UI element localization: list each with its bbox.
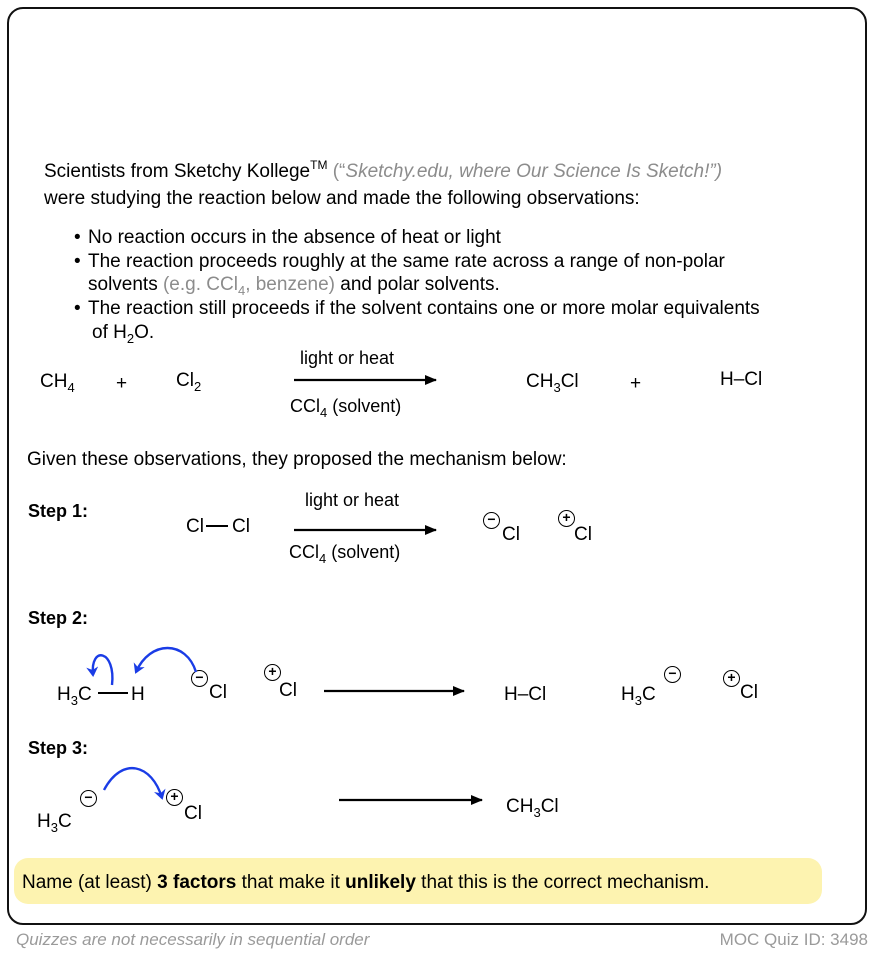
observation-3a: The reaction still proceeds if the solvent contains one or more molar equivalents [88, 298, 760, 319]
step2-product-cl-cation: Cl [740, 682, 758, 703]
quiz-id: MOC Quiz ID: 3498 [719, 930, 868, 949]
step2-chloride-anion: Cl [209, 682, 227, 703]
reaction-condition-top: light or heat [300, 348, 395, 368]
step3-chlorine-cation: Cl [184, 803, 202, 824]
step2-chlorine-cation: Cl [279, 680, 297, 701]
step3-curved-arrow [104, 768, 162, 798]
step1-cl-right: Cl [232, 516, 250, 537]
bullet-2: • [74, 251, 81, 272]
step1-chlorine-cation: Cl [574, 524, 592, 545]
step2-methane-h: H [131, 684, 145, 705]
plus-sign-2: + [630, 373, 642, 394]
step2-product-minus-charge: − [664, 666, 681, 683]
step1-condition-top: light or heat [305, 490, 400, 510]
product-hcl: H–Cl [720, 369, 763, 390]
step3-minus-charge: − [80, 790, 97, 807]
step2-curved-arrow-anion [136, 648, 196, 672]
step1-minus-charge: − [483, 512, 500, 529]
step2-minus-charge: − [191, 670, 208, 687]
step3-plus-charge: + [166, 789, 183, 806]
intro-line-2: were studying the reaction below and made the following observations: [44, 188, 640, 209]
intro-line-1: Scientists from Sketchy Kollege™ (“Sketchy.edu, where Our Science Is Sketch!”) [44, 158, 723, 182]
step-3-label: Step 3: [28, 738, 89, 758]
reactant-ch4: $CH_4$ [40, 371, 75, 395]
reaction-condition-bottom: CCl$_4$ (solvent) [290, 396, 402, 420]
step2-methane-h3c: $H_3C$ [57, 684, 92, 708]
step1-plus-charge: + [558, 510, 575, 527]
step2-curved-arrow-bond [93, 655, 113, 685]
observation-1: No reaction occurs in the absence of heat or light [88, 227, 501, 248]
question-text: Name (at least) 3 factors that make it unlikely that this is the correct mechanism. [22, 872, 710, 893]
step1-cl-left: Cl [186, 516, 204, 537]
step2-plus-charge: + [264, 664, 281, 681]
bullet-3: • [74, 298, 81, 319]
step1-condition-bottom: CCl$_4$ (solvent) [289, 542, 401, 566]
footer-note: Quizzes are not necessarily in sequential order [16, 930, 370, 949]
bullet-1: • [74, 227, 81, 248]
observation-3b: of $H_2O$. [92, 322, 155, 346]
step1-chloride-anion: Cl [502, 524, 520, 545]
step-1-label: Step 1: [28, 501, 89, 521]
step2-product-h3c: $H_3C$ [621, 684, 656, 708]
step2-product-plus-charge: + [723, 670, 740, 687]
reactant-cl2: $Cl_2$ [176, 370, 202, 394]
observation-2a: The reaction proceeds roughly at the same rate across a range of non-polar [88, 251, 725, 272]
step-2-label: Step 2: [28, 608, 89, 628]
step3-h3c: $H_3C$ [37, 811, 72, 835]
step2-product-hcl: H–Cl [504, 684, 547, 705]
observation-2b: solvents (e.g. CCl$_4$, benzene) and polar solvents. [88, 274, 500, 298]
step3-product-ch3cl: $CH_3Cl$ [506, 796, 559, 820]
plus-sign-1: + [116, 373, 128, 394]
product-ch3cl: $CH_3Cl$ [526, 371, 579, 395]
mechanism-intro: Given these observations, they proposed the mechanism below: [27, 449, 567, 470]
